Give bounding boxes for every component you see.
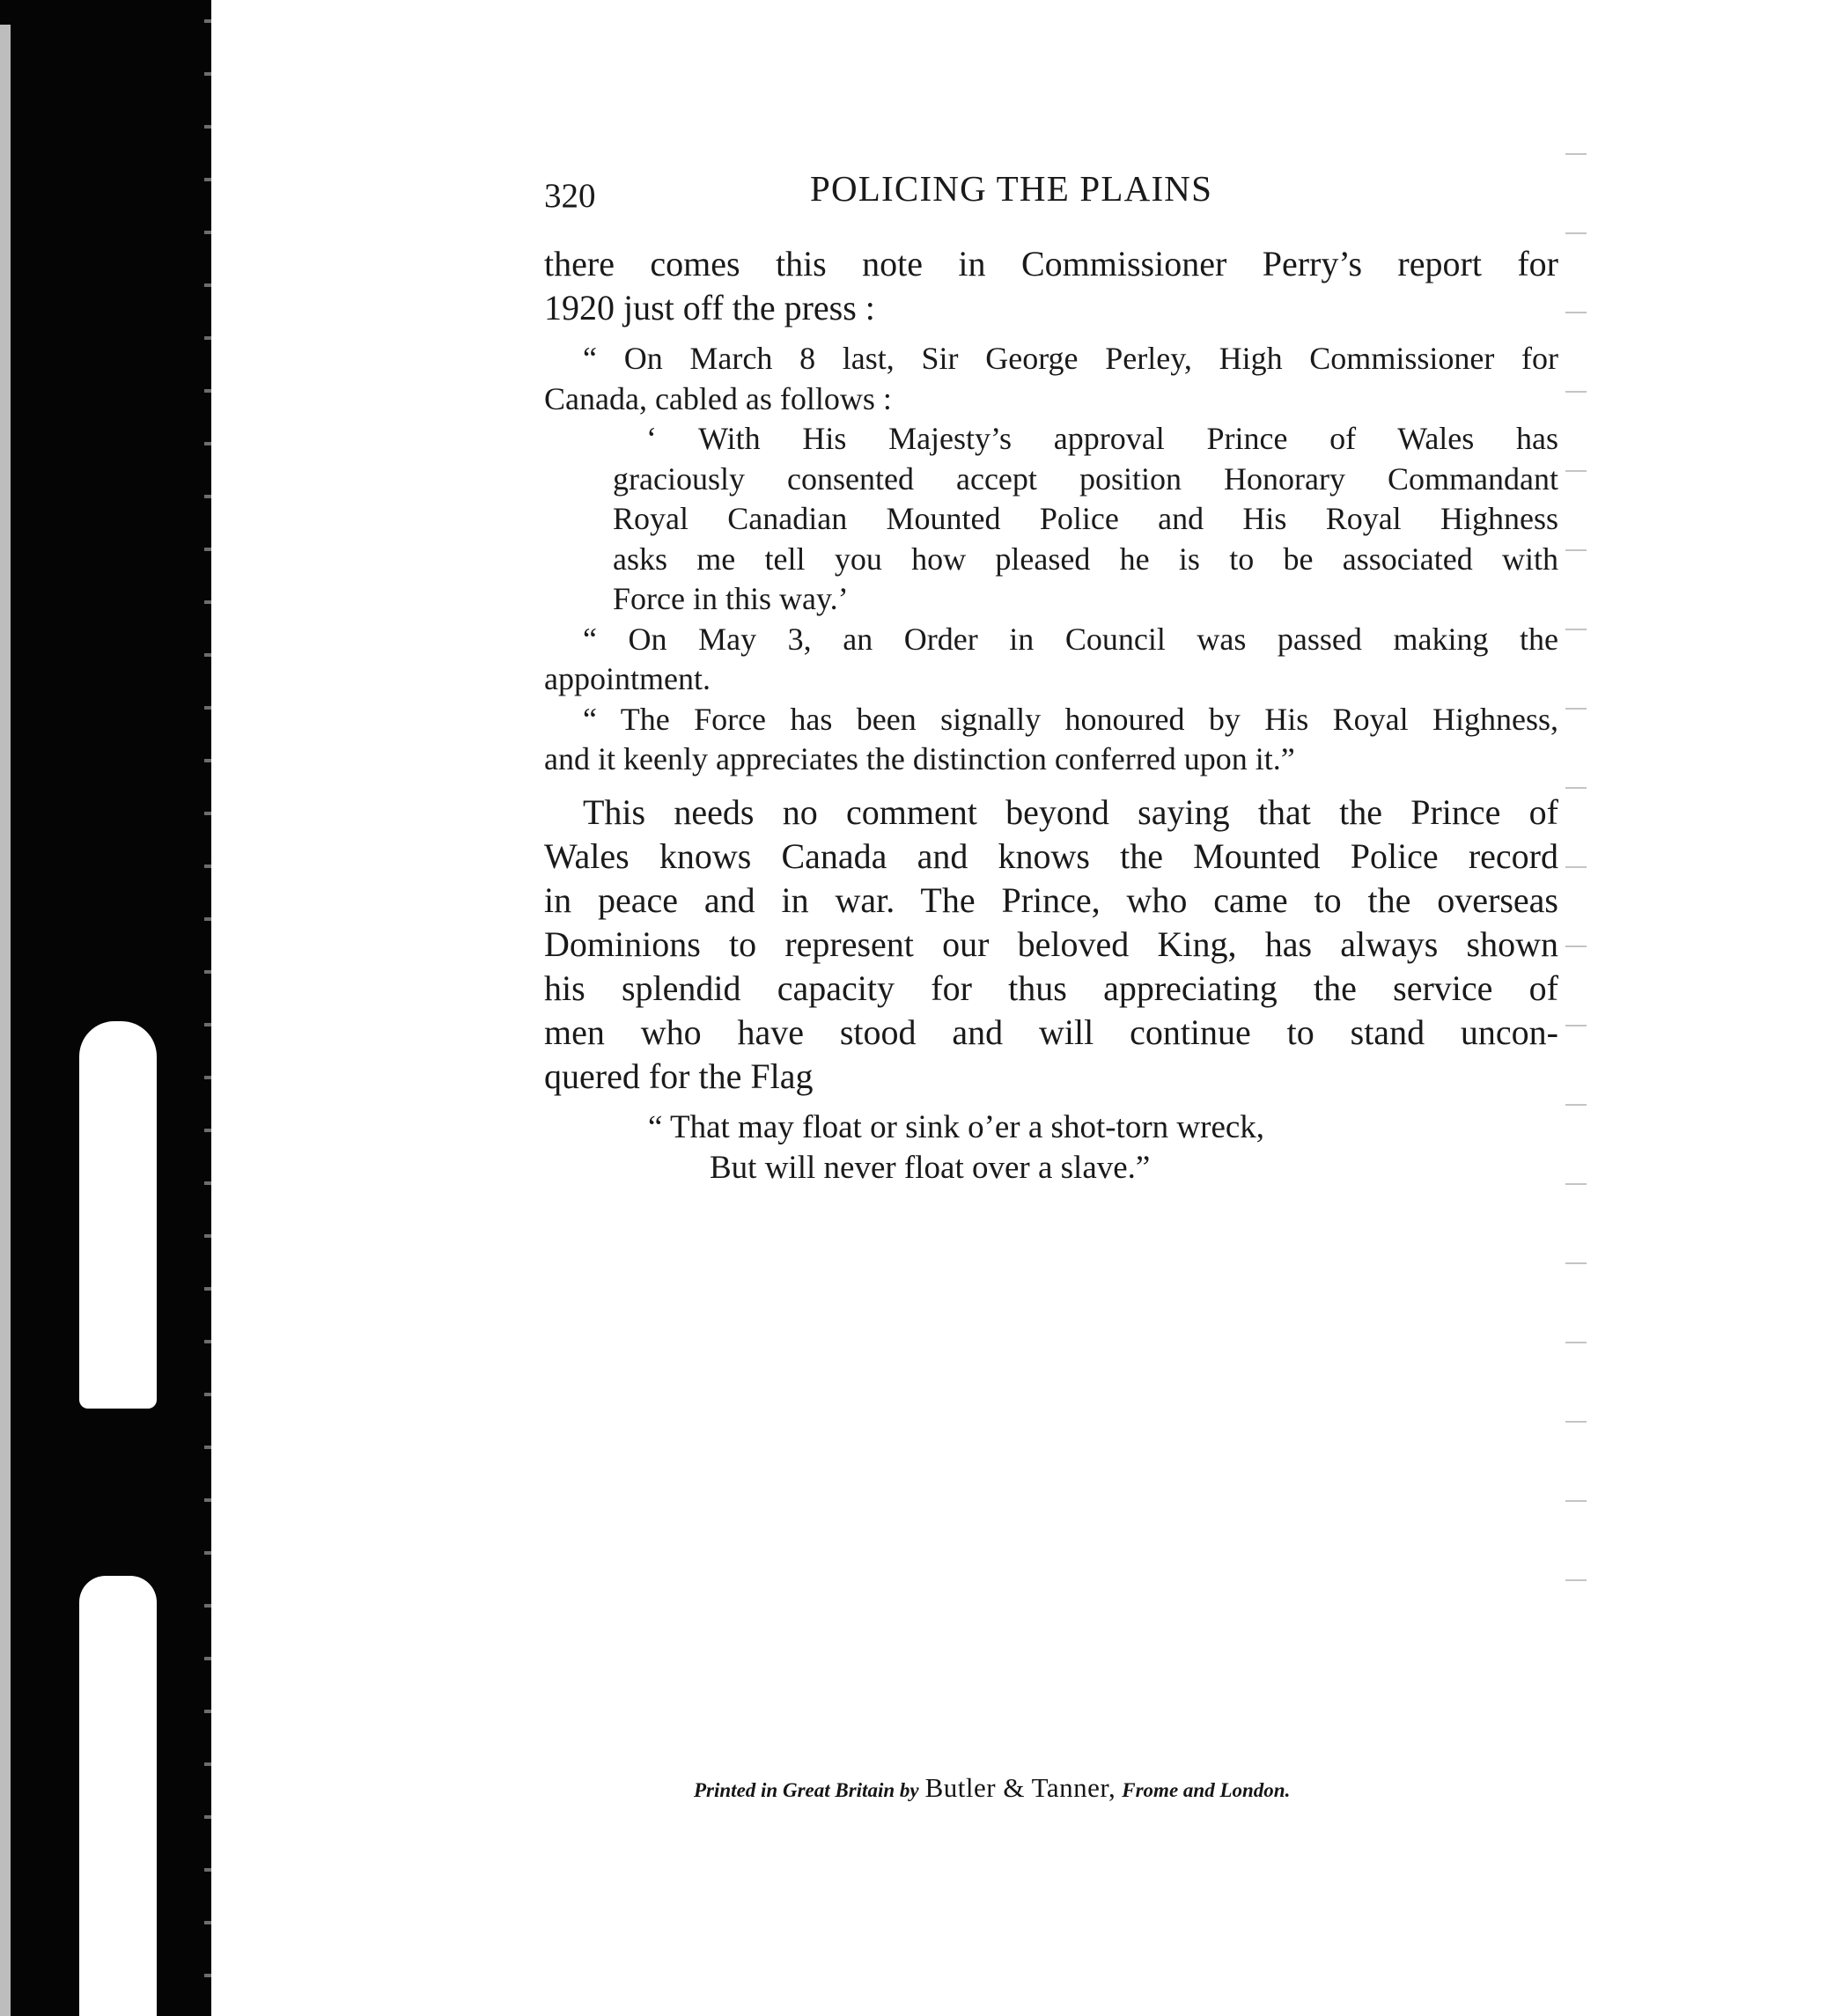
report-quotation <box>544 339 1558 780</box>
page-number: 320 <box>544 177 596 215</box>
text-line: asks me tell you how pleased he is to be associated with <box>613 541 1558 577</box>
text-line: his splendid capacity for thus appreciating the service of <box>544 968 1558 1008</box>
binding-gap <box>79 1021 157 1409</box>
imprint-prefix: Printed in Great Britain by <box>694 1779 919 1801</box>
text-line: Force in this way.’ <box>613 581 849 616</box>
binding-edge-texture <box>204 0 211 2016</box>
cable-quotation <box>544 419 1558 620</box>
running-title: POLICING THE PLAINS <box>810 168 1213 209</box>
text-line: 1920 just off the press : <box>544 288 875 327</box>
text-line: ‘ With His Majesty’s approval Prince of Wales has <box>646 421 1558 456</box>
verse-line: But will never float over a slave.” <box>710 1149 1151 1186</box>
text-line: “ On May 3, an Order in Council was passed making the <box>583 621 1558 657</box>
verse-quotation <box>544 1107 1558 1188</box>
text-line: This needs no comment beyond saying that the Prince of <box>583 791 1558 832</box>
text-line: Canada, cabled as follows : <box>544 380 892 416</box>
text-line: appointment. <box>544 661 711 696</box>
binding-rule <box>0 25 11 2016</box>
binding-gap <box>79 1576 157 2016</box>
book-page <box>544 167 1558 1188</box>
text-line: “ On March 8 last, Sir George Perley, High Commissioner for <box>583 341 1558 376</box>
imprint-firm: Butler & Tanner, <box>924 1772 1116 1803</box>
text-line: in peace and in war. The Prince, who came to the overseas <box>544 879 1558 920</box>
comment-paragraph <box>544 791 1558 1099</box>
text-line: “ The Force has been signally honoured by His Royal Highness, <box>583 701 1558 737</box>
text-line: Dominions to represent our beloved King, has always shown <box>544 923 1558 964</box>
scanned-binding-edge <box>0 0 211 2016</box>
text-line: quered for the Flag <box>544 1056 814 1096</box>
scan-margin-specks <box>1565 123 1587 1655</box>
imprint-suffix: Frome and London. <box>1122 1779 1291 1801</box>
text-line: and it keenly appreciates the distinction conferred upon it.” <box>544 741 1295 776</box>
text-line: there comes this note in Commissioner Perry’s report for <box>544 244 1558 283</box>
text-line: Royal Canadian Mounted Police and His Royal Highness <box>613 501 1558 536</box>
verse-line: “ That may float or sink o’er a shot-torn wreck, <box>648 1108 1265 1145</box>
running-head <box>544 167 1558 220</box>
text-line: men who have stood and will continue to stand uncon- <box>544 1012 1558 1052</box>
opening-paragraph <box>544 242 1558 330</box>
text-line: graciously consented accept position Honorary Commandant <box>613 460 1558 497</box>
printer-imprint <box>694 1772 1398 1804</box>
text-line: Wales knows Canada and knows the Mounted Police record <box>544 835 1558 876</box>
